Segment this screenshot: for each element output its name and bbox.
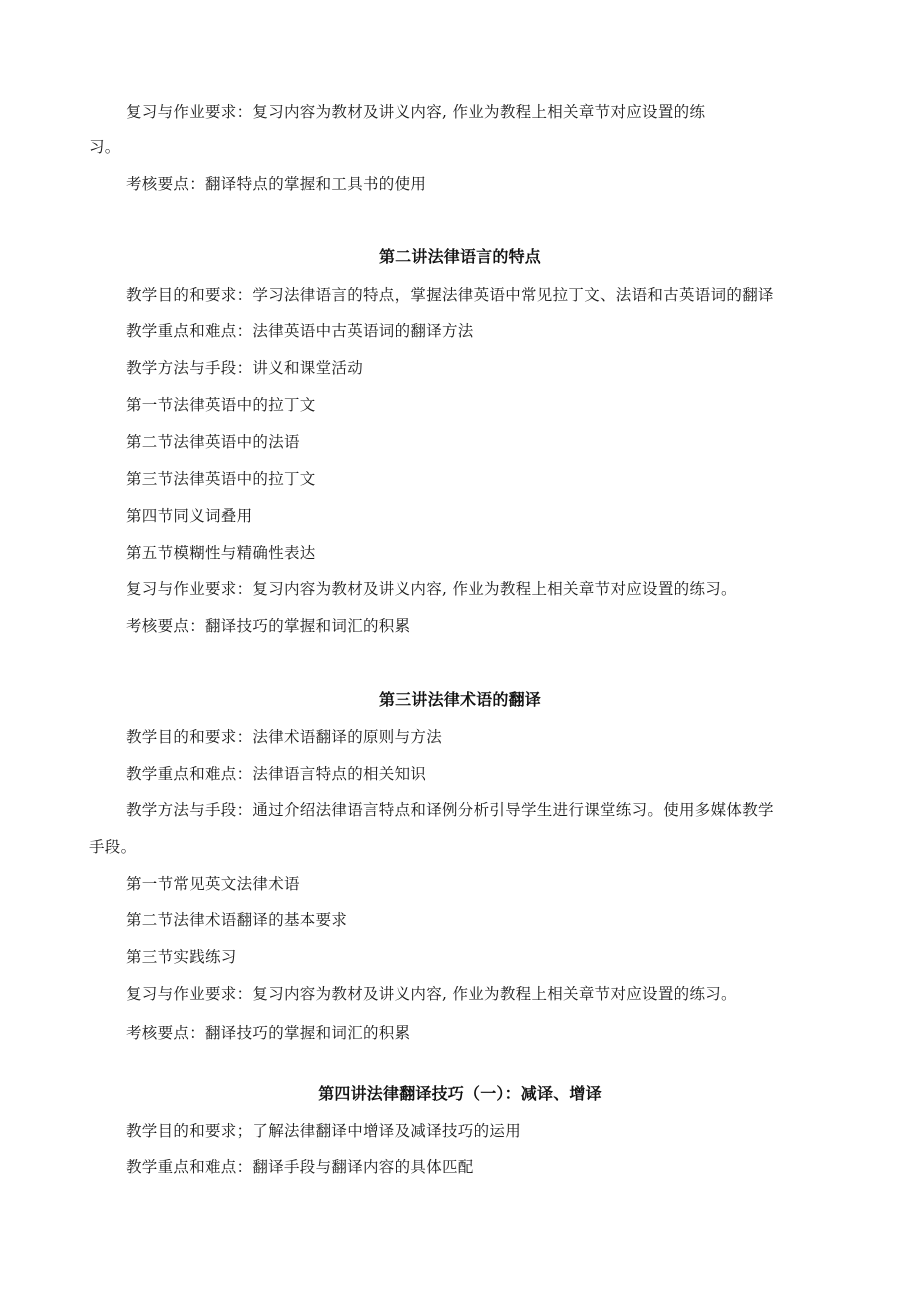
section3-item-1: 第一节常见英文法律术语 (126, 875, 300, 893)
section2-review: 复习与作业要求：复习内容为教材及讲义内容, 作业为教程上相关章节对应设置的练习。 (126, 580, 737, 598)
section2-item-5: 第五节模糊性与精确性表达 (126, 544, 316, 562)
section1-review-line2: 习。 (89, 138, 121, 156)
section3-objectives: 教学目的和要求：法律术语翻译的原则与方法 (126, 728, 443, 746)
section3-methods-line1: 教学方法与手段：通过介绍法律语言特点和译例分析引导学生进行课堂练习。使用多媒体教学 (126, 801, 774, 819)
section2-key-points: 教学重点和难点：法律英语中古英语词的翻译方法 (126, 322, 474, 340)
section3-item-2: 第二节法律术语翻译的基本要求 (126, 911, 348, 929)
section2-item-3: 第三节法律英语中的拉丁文 (126, 470, 316, 488)
section1-review-line1: 复习与作业要求：复习内容为教材及讲义内容, 作业为教程上相关章节对应设置的练 (126, 103, 706, 121)
section3-methods-line2: 手段。 (89, 838, 137, 856)
section4-objectives: 教学目的和要求；了解法律翻译中增译及减译技巧的运用 (126, 1122, 522, 1140)
section2-objectives: 教学目的和要求：学习法律语言的特点，掌握法律英语中常见拉丁文、法语和古英语词的翻译 (126, 286, 774, 304)
section3-item-3: 第三节实践练习 (126, 948, 237, 966)
section3-review: 复习与作业要求：复习内容为教材及讲义内容, 作业为教程上相关章节对应设置的练习。 (126, 985, 737, 1003)
section3-assessment: 考核要点：翻译技巧的掌握和词汇的积累 (126, 1024, 411, 1042)
section2-heading: 第二讲法律语言的特点 (378, 247, 541, 266)
section4-key-points: 教学重点和难点：翻译手段与翻译内容的具体匹配 (126, 1158, 474, 1176)
section2-item-4: 第四节同义词叠用 (126, 507, 253, 525)
section4-heading: 第四讲法律翻译技巧（一）：减译、增译 (318, 1084, 602, 1103)
section2-methods: 教学方法与手段：讲义和课堂活动 (126, 359, 364, 377)
section3-heading: 第三讲法律术语的翻译 (378, 690, 541, 709)
section1-assessment: 考核要点：翻译特点的掌握和工具书的使用 (126, 175, 427, 193)
section2-assessment: 考核要点：翻译技巧的掌握和词汇的积累 (126, 617, 411, 635)
section2-item-2: 第二节法律英语中的法语 (126, 433, 300, 451)
section2-item-1: 第一节法律英语中的拉丁文 (126, 396, 316, 414)
section3-key-points: 教学重点和难点：法律语言特点的相关知识 (126, 765, 427, 783)
